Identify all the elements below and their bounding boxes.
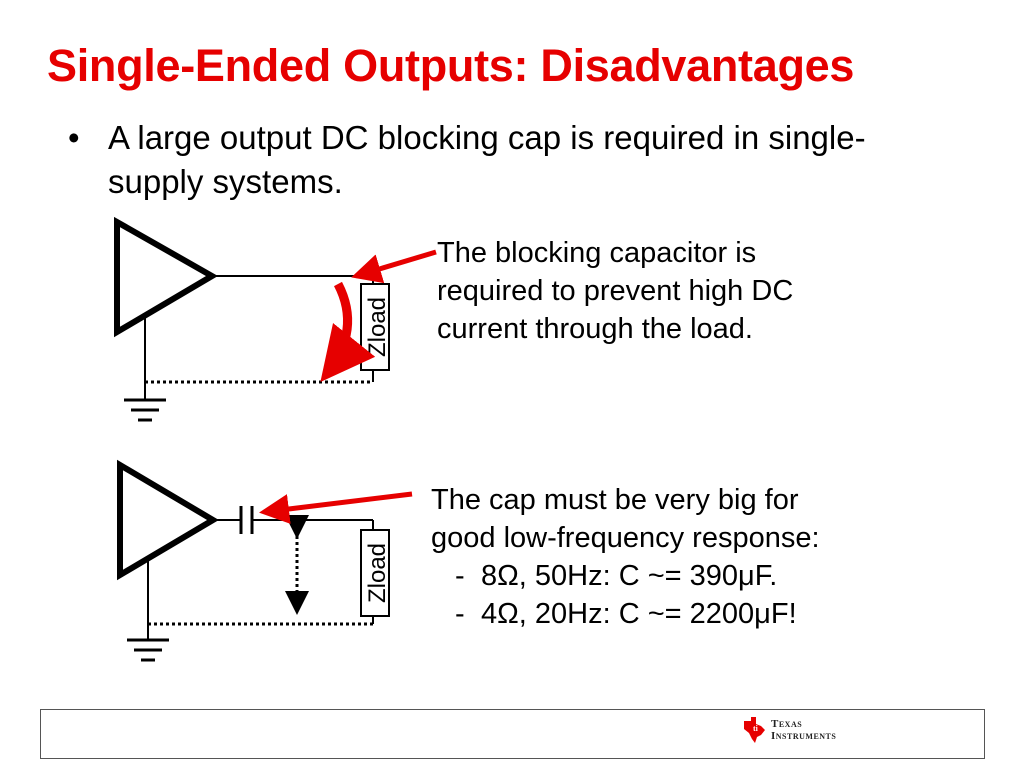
ti-line1: Texas	[771, 718, 803, 730]
example-text: 4Ω, 20Hz: C ~= 2200μF!	[481, 598, 797, 630]
example-row	[431, 557, 820, 595]
bullet-text: A large output DC blocking cap is required in single-supply systems.	[108, 119, 866, 200]
ground-symbol-2	[127, 640, 169, 660]
slide-title: Single-Ended Outputs: Disadvantages	[47, 40, 855, 91]
example-text: 8Ω, 50Hz: C ~= 390μF.	[481, 560, 778, 592]
ti-line2: Instruments	[771, 730, 837, 742]
blocking-capacitor	[241, 506, 252, 534]
amplifier-symbol-2	[120, 465, 213, 575]
example-row	[431, 595, 820, 633]
diagram1-circuit	[117, 222, 436, 420]
example-dash: -	[455, 560, 465, 592]
load-label-1: Zload	[364, 296, 391, 358]
amplifier-symbol-1	[117, 222, 212, 332]
svg-text:ti: ti	[753, 724, 758, 733]
pointer-arrow-2	[264, 494, 412, 512]
footer-bar	[40, 709, 985, 759]
diagram2-circuit	[120, 465, 412, 660]
note2-line: The cap must be very big for	[431, 484, 799, 516]
ground-symbol-1	[124, 400, 166, 420]
note-blocking-capacitor	[437, 234, 793, 348]
texas-state-icon	[741, 715, 767, 745]
ti-wordmark	[771, 718, 836, 742]
note2-line: good low-frequency response:	[431, 522, 820, 554]
note1-line: required to prevent high DC	[437, 275, 794, 307]
bullet-marker: •	[68, 119, 80, 156]
note1-line: The blocking capacitor is	[437, 237, 757, 269]
example-dash: -	[455, 598, 465, 630]
current-flow-arrow	[326, 284, 348, 375]
note1-line: current through the load.	[437, 313, 753, 345]
note-cap-size	[431, 481, 820, 633]
pointer-arrow-1	[356, 252, 436, 276]
load-label-2: Zload	[364, 542, 391, 604]
ti-logo	[741, 715, 836, 745]
